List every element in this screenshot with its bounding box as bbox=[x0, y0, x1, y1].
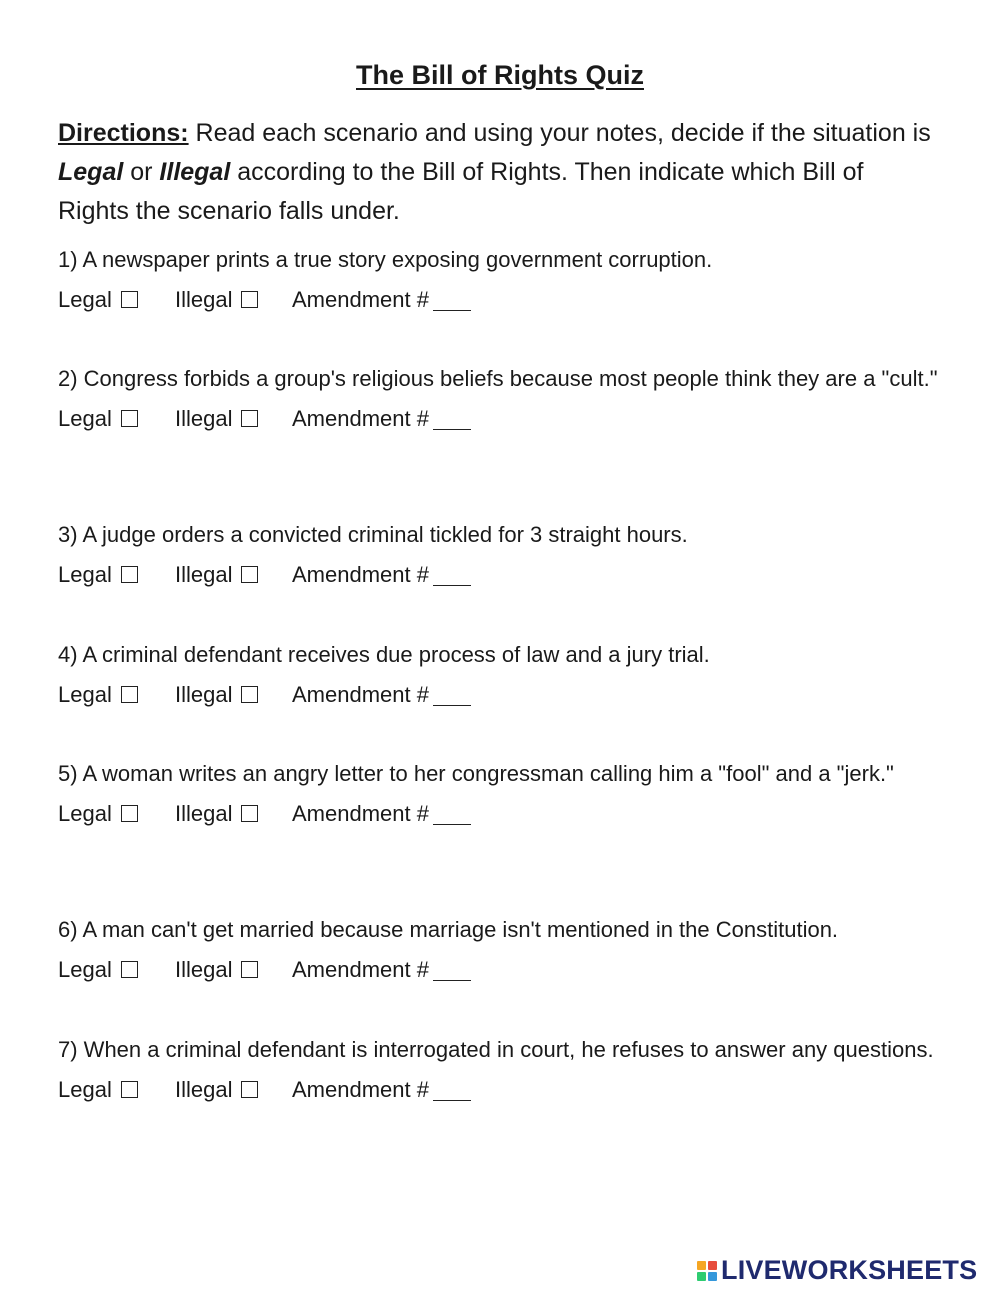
question-5 bbox=[58, 755, 938, 832]
question-text: 3) A judge orders a convicted criminal tickled for 3 straight hours. bbox=[58, 522, 688, 547]
question-7 bbox=[58, 1031, 938, 1108]
answer-row bbox=[58, 1070, 938, 1108]
legal-label: Legal bbox=[58, 800, 112, 826]
illegal-label: Illegal bbox=[175, 800, 233, 826]
legal-checkbox[interactable] bbox=[121, 1081, 138, 1098]
legal-label: Legal bbox=[58, 681, 112, 707]
amendment-label: Amendment # bbox=[292, 681, 429, 707]
question-text: 7) When a criminal defendant is interrogated in court, he refuses to answer any questions. bbox=[58, 1037, 934, 1062]
illegal-checkbox[interactable] bbox=[241, 566, 258, 583]
legal-option bbox=[58, 795, 175, 832]
illegal-label: Illegal bbox=[175, 561, 233, 587]
question-text: 5) A woman writes an angry letter to her congressman calling him a "fool" and a "jerk." bbox=[58, 761, 894, 786]
amendment-label: Amendment # bbox=[292, 405, 429, 431]
amendment-blank[interactable] bbox=[433, 958, 471, 981]
question-1 bbox=[58, 241, 938, 318]
answer-row bbox=[58, 794, 938, 832]
legal-option bbox=[58, 951, 175, 988]
question-3 bbox=[58, 516, 938, 593]
illegal-checkbox[interactable] bbox=[241, 961, 258, 978]
legal-option bbox=[58, 281, 175, 318]
answer-row bbox=[58, 399, 938, 437]
legal-checkbox[interactable] bbox=[121, 805, 138, 822]
answer-row bbox=[58, 555, 938, 593]
question-text: 2) Congress forbids a group's religious beliefs because most people think they are a "cult." bbox=[58, 366, 938, 391]
logo-text: LIVEWORKSHEETS bbox=[721, 1255, 978, 1285]
question-4 bbox=[58, 636, 938, 713]
logo-block bbox=[708, 1272, 717, 1281]
amendment-blank[interactable] bbox=[433, 563, 471, 586]
amendment-label: Amendment # bbox=[292, 956, 429, 982]
directions-label: Directions: bbox=[58, 119, 189, 147]
illegal-option bbox=[175, 951, 292, 988]
question-text: 6) A man can't get married because marriage isn't mentioned in the Constitution. bbox=[58, 917, 839, 942]
illegal-option bbox=[175, 556, 292, 593]
illegal-label: Illegal bbox=[175, 956, 233, 982]
amendment-blank[interactable] bbox=[433, 288, 471, 311]
illegal-checkbox[interactable] bbox=[241, 291, 258, 308]
illegal-label: Illegal bbox=[175, 405, 233, 431]
legal-checkbox[interactable] bbox=[121, 410, 138, 427]
illegal-checkbox[interactable] bbox=[241, 1081, 258, 1098]
answer-row bbox=[58, 280, 938, 318]
directions bbox=[58, 114, 938, 231]
directions-illegal-word: Illegal bbox=[159, 158, 231, 186]
amendment-option bbox=[292, 951, 471, 988]
legal-option bbox=[58, 1071, 175, 1108]
illegal-label: Illegal bbox=[175, 681, 233, 707]
amendment-label: Amendment # bbox=[292, 1076, 429, 1102]
answer-row bbox=[58, 675, 938, 713]
legal-option bbox=[58, 676, 175, 713]
question-text: 1) A newspaper prints a true story exposing government corruption. bbox=[58, 247, 713, 272]
amendment-label: Amendment # bbox=[292, 286, 429, 312]
legal-checkbox[interactable] bbox=[121, 686, 138, 703]
amendment-label: Amendment # bbox=[292, 561, 429, 587]
directions-text-1: Read each scenario and using your notes, decide if the situation is bbox=[188, 119, 931, 147]
logo-block bbox=[708, 1261, 717, 1270]
amendment-blank[interactable] bbox=[433, 407, 471, 430]
amendment-option bbox=[292, 281, 471, 318]
legal-option bbox=[58, 400, 175, 437]
amendment-blank[interactable] bbox=[433, 802, 471, 825]
legal-label: Legal bbox=[58, 956, 112, 982]
legal-option bbox=[58, 556, 175, 593]
amendment-option bbox=[292, 400, 471, 437]
directions-text-2: according to the Bill of Rights. Then indicate which Bill of Rights the scenario falls under. bbox=[58, 158, 864, 225]
illegal-checkbox[interactable] bbox=[241, 410, 258, 427]
amendment-blank[interactable] bbox=[433, 1078, 471, 1101]
amendment-option bbox=[292, 795, 471, 832]
illegal-checkbox[interactable] bbox=[241, 686, 258, 703]
illegal-option bbox=[175, 676, 292, 713]
legal-checkbox[interactable] bbox=[121, 566, 138, 583]
legal-label: Legal bbox=[58, 561, 112, 587]
amendment-option bbox=[292, 1071, 471, 1108]
question-6 bbox=[58, 911, 938, 988]
legal-checkbox[interactable] bbox=[121, 961, 138, 978]
answer-row bbox=[58, 950, 938, 988]
amendment-option bbox=[292, 676, 471, 713]
illegal-label: Illegal bbox=[175, 1076, 233, 1102]
amendment-option bbox=[292, 556, 471, 593]
page-title: The Bill of Rights Quiz bbox=[356, 60, 644, 90]
directions-or-word: or bbox=[123, 158, 160, 186]
question-2 bbox=[58, 360, 938, 437]
logo-block bbox=[697, 1261, 706, 1270]
logo-block bbox=[697, 1272, 706, 1281]
illegal-option bbox=[175, 795, 292, 832]
illegal-label: Illegal bbox=[175, 286, 233, 312]
legal-label: Legal bbox=[58, 405, 112, 431]
directions-legal-word: Legal bbox=[58, 158, 124, 186]
legal-checkbox[interactable] bbox=[121, 291, 138, 308]
illegal-option bbox=[175, 400, 292, 437]
question-text: 4) A criminal defendant receives due process of law and a jury trial. bbox=[58, 642, 710, 667]
liveworksheets-logo bbox=[697, 1255, 977, 1286]
legal-label: Legal bbox=[58, 1076, 112, 1102]
illegal-option bbox=[175, 281, 292, 318]
legal-label: Legal bbox=[58, 286, 112, 312]
illegal-option bbox=[175, 1071, 292, 1108]
amendment-blank[interactable] bbox=[433, 683, 471, 706]
illegal-checkbox[interactable] bbox=[241, 805, 258, 822]
logo-blocks-icon bbox=[697, 1261, 717, 1281]
amendment-label: Amendment # bbox=[292, 800, 429, 826]
